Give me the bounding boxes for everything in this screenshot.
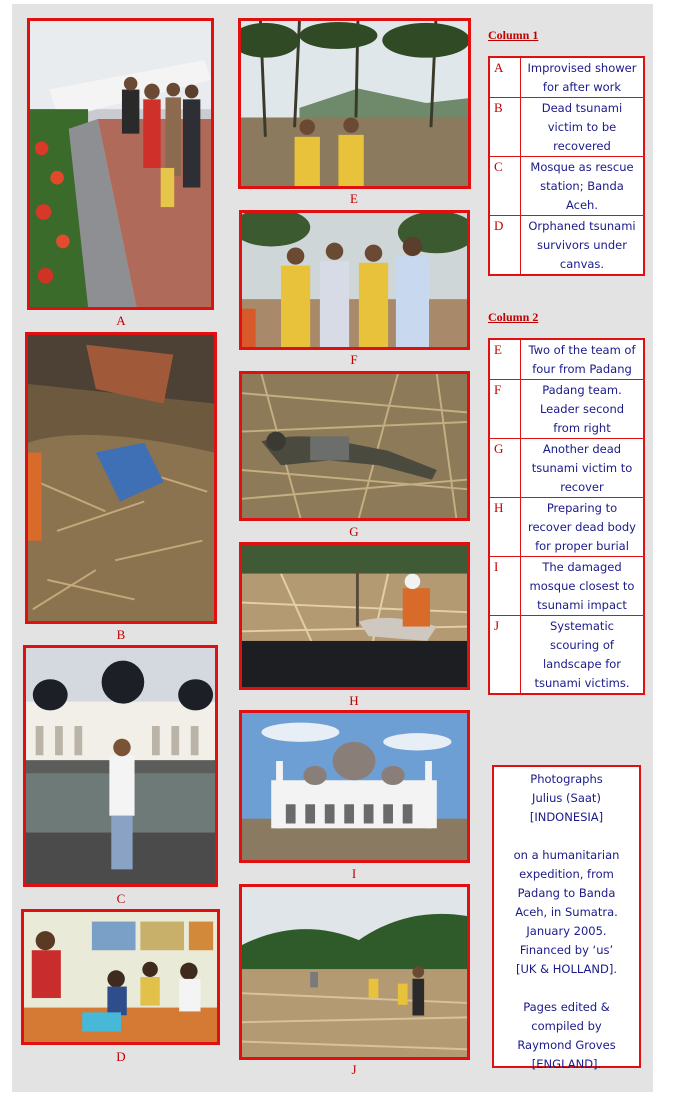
credits-line: Photographs (530, 772, 603, 786)
credits-line: January 2005. (526, 924, 607, 938)
legend-caption: The damaged mosque closest to tsunami impact (520, 557, 644, 616)
legend-key: J (489, 616, 520, 695)
credits-line: [INDONESIA] (529, 810, 604, 824)
credits-line: compiled by (531, 1019, 602, 1033)
legend-key: A (489, 57, 520, 98)
photo-j-label: J (351, 1062, 357, 1077)
legend-caption: Orphaned tsunami survivors under canvas. (520, 216, 644, 276)
photo-h-label: H (349, 693, 359, 708)
credits-line: [UK & HOLLAND]. (516, 962, 617, 976)
legend-row (489, 557, 644, 616)
credits-line: Julius (Saat) (532, 791, 601, 805)
photo-g (239, 371, 470, 521)
legend-row (489, 57, 644, 98)
photo-d-image (24, 912, 217, 1042)
legend-key: F (489, 380, 520, 439)
legend-row (489, 616, 644, 695)
credits-box (492, 765, 641, 1071)
legend-key: E (489, 339, 520, 380)
credits-line: Financed by ‘us’ (519, 943, 614, 957)
legend-caption: Preparing to recover dead body for proper burial (520, 498, 644, 557)
photo-d-label: D (116, 1049, 126, 1064)
photo-g-label: G (349, 524, 359, 539)
photo-e-image (241, 21, 468, 186)
photo-a-label: A (116, 313, 126, 328)
photo-f-image (242, 213, 467, 347)
photo-c-image (26, 648, 215, 884)
photo-e (238, 18, 471, 189)
photo-i-image (242, 713, 467, 860)
photo-j-image (242, 887, 467, 1057)
column2-title: Column 2 (488, 310, 539, 324)
legend-key: I (489, 557, 520, 616)
legend-row (489, 216, 644, 276)
legend-row (489, 439, 644, 498)
legend-key: H (489, 498, 520, 557)
photo-c-label: C (116, 891, 126, 906)
legend-caption: Mosque as rescue station; Banda Aceh. (520, 157, 644, 216)
photo-b-label: B (116, 627, 126, 642)
photo-b-image (28, 335, 214, 621)
photo-f (239, 210, 470, 350)
column1-title: Column 1 (488, 28, 539, 42)
legend-row (489, 339, 644, 380)
legend-caption: Another dead tsunami victim to recover (520, 439, 644, 498)
legend-caption: Two of the team of four from Padang (520, 339, 644, 380)
photo-h-image (242, 545, 467, 687)
legend-row (489, 380, 644, 439)
photo-g-image (242, 374, 467, 518)
photo-d (21, 909, 220, 1045)
photo-i-label: I (351, 866, 357, 881)
photo-i (239, 710, 470, 863)
photo-b (25, 332, 217, 624)
legend-caption: Improvised shower for after work (520, 57, 644, 98)
photo-h (239, 542, 470, 690)
credits-line: Raymond Groves (517, 1038, 616, 1052)
legend-row (489, 498, 644, 557)
legend-key: D (489, 216, 520, 276)
credits-line: Aceh, in Sumatra. (515, 905, 618, 919)
legend-key: B (489, 98, 520, 157)
column2-legend (488, 338, 645, 695)
legend-caption: Padang team. Leader second from right (520, 380, 644, 439)
legend-key: C (489, 157, 520, 216)
photo-a (27, 18, 214, 310)
legend-row (489, 98, 644, 157)
photo-e-label: E (350, 191, 358, 206)
credits-line: Pages edited & (523, 1000, 610, 1014)
photo-a-image (30, 21, 211, 307)
photo-c (23, 645, 218, 887)
column1-legend (488, 56, 645, 276)
credits-line: Padang to Banda (517, 886, 616, 900)
legend-caption: Dead tsunami victim to be recovered (520, 98, 644, 157)
photo-j (239, 884, 470, 1060)
legend-key: G (489, 439, 520, 498)
legend-row (489, 157, 644, 216)
legend-caption: Systematic scouring of landscape for tsunami victims. (520, 616, 644, 695)
credits-line: [ENGLAND]. (531, 1057, 602, 1071)
photo-f-label: F (350, 352, 358, 367)
credits-line: on a humanitarian (513, 848, 620, 862)
credits-line: expedition, from (519, 867, 614, 881)
